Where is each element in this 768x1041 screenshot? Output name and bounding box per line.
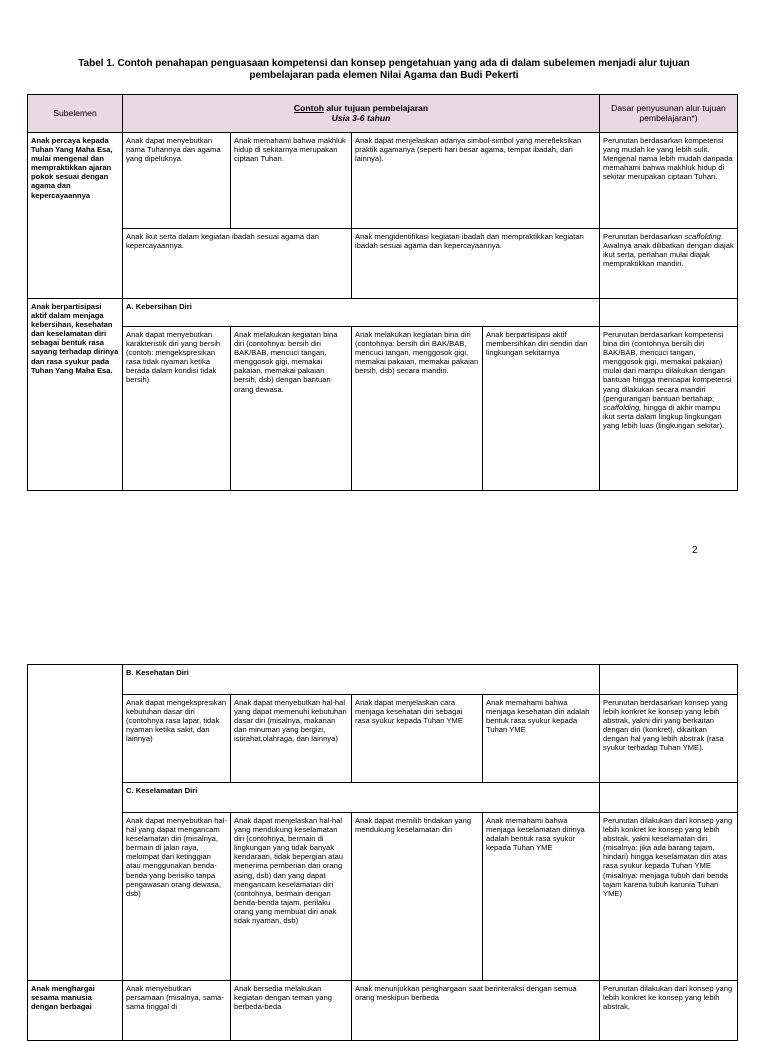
subelemen-percaya-tuhan: Anak percaya kepada Tuhan Yang Maha Esa, mulai mengenal dan mempraktikkan ajaran pokok sesuai dengan agama dan kepercayaannya	[28, 133, 123, 299]
subelemen-kebersihan-kesehatan: Anak berpartisipasi aktif dalam menjaga kebersihan, kesehatan dan keselamatan diri sebagai bentuk rasa sayang terhadap dirinya dan rasa syukur pada Tuhan Yang Maha Esa.	[28, 299, 123, 491]
dasar-cell: Perunutan dilakukan dari konsep yang lebih konkret ke konsep yang lebih abstrak, yakni keselamatan diri (misalnya: jika ada barang tajam, hindari) hingga keselamatan diri atas rasa syukur kepada Tuhan YME (misalnya: menjaga tubuh dari benda tajam karena tubuh karunia Tuhan YME)	[600, 813, 738, 981]
header-contoh-rest: alur tujuan pembelajaran	[323, 103, 429, 114]
alur-tujuan-table-page-1	[27, 94, 738, 491]
tujuan-cell: Anak memahami bahwa makhluk hidup di sekitarnya merupakan ciptaan Tuhan.	[231, 133, 352, 229]
dasar-text-em: scaffolding,	[603, 402, 642, 412]
caption-line-1: Tabel 1. Contoh penahapan penguasaan kompetensi dan konsep pengetahuan yang ada di dalam subelemen menjadi alur tujuan	[78, 58, 690, 69]
caption-line-2: pembelajaran pada elemen Nilai Agama dan Budi Pekerti	[249, 70, 519, 81]
tujuan-cell: Anak berpartisipasi aktif membersihkan diri sendiri dan lingkungan sekitarnya	[483, 327, 600, 491]
dasar-cell	[600, 229, 738, 299]
tujuan-cell: Anak melakukan kegiatan bina diri (contohnya: bersih diri BAK/BAB, mencuci tangan, menggosok gigi, memakai pakaian, memakai pakaian bersih, dsb) dengan bantuan orang dewasa.	[231, 327, 352, 491]
subelemen-menghargai-sesama: Anak menghargai sesama manusia dengan berbagai	[28, 981, 123, 1041]
tujuan-cell: Anak dapat menyebutkan nama Tuhannya dan agama yang dipeluknya.	[123, 133, 231, 229]
header-dasar: Dasar penyusunan alur tujuan pembelajaran*)	[600, 95, 738, 133]
tujuan-cell: Anak memahami bahwa menjaga kesehatan diri adalah bentuk rasa syukur kepada Tuhan YME	[483, 695, 600, 783]
dasar-text-post: . Awalnya anak dilibatkan dengan diajak ikut serta, perlahan mulai diajak mempraktikkan mandiri.	[603, 232, 734, 269]
section-kebersihan-diri: A. Kebersihan Diri	[123, 299, 600, 327]
dasar-text-pre: Perunutan berdasarkan	[603, 232, 685, 241]
tujuan-cell: Anak dapat memilih tindakan yang mendukung keselamatan diri	[352, 813, 483, 981]
tujuan-cell: Anak dapat menjelaskan cara menjaga kesehatan diri sebagai rasa syukur kepada Tuhan YME	[352, 695, 483, 783]
header-contoh-word: Contoh	[293, 103, 324, 114]
tujuan-cell: Anak menyebutkan persamaan (misalnya, sama-sama tinggal di	[123, 981, 231, 1041]
tujuan-cell: Anak mengidentifikasi kegiatan ibadah dan mempraktikkan kegiatan ibadah sesuai agama dan kepercayaannya.	[352, 229, 600, 299]
tujuan-cell: Anak bersedia melakukan kegiatan dengan teman yang berbeda-beda	[231, 981, 352, 1041]
tujuan-cell: Anak ikut serta dalam kegiatan ibadah sesuai agama dan kepercayaannya.	[123, 229, 352, 299]
dasar-cell: Perunutan berdasarkan kompetensi yang mudah ke yang lebih sulit. Mengenal nama lebih mudah daripada memahami bahwa makhluk hidup di sekitar merupakan ciptaan Tuhan.	[600, 133, 738, 229]
tujuan-cell: Anak memahami bahwa menjaga keselamatan dirinya adalah bentuk rasa syukur kepada Tuhan YME	[483, 813, 600, 981]
header-subelemen: Subelemen	[28, 95, 123, 133]
tujuan-cell: Anak dapat menyebutkan hal-hal yang dapat mengancam keselamatan diri (misalnya, bermain di jalan raya, melompat dari ketinggian atau menggunakan benda-benda yang berisiko tanpa pengawasan orang dewasa, dsb)	[123, 813, 231, 981]
tujuan-cell: Anak dapat mengekspresikan kebutuhan dasar diri (contohnya rasa lapar, tidak nyaman ketika sakit, dan lainnya)	[123, 695, 231, 783]
tujuan-cell: Anak dapat menjelaskan hal-hal yang mendukung keselamatan diri (contohnya, bermain di lingkungan yang tidak banyak kendaraan, tidak bepergian atau menerima pemberian dari orang asing, dsb) dan yang dapat mengancam keselamatan diri (contohnya, bermain dengan benda-benda tajam, perilaku orang yang membuat diri anak tidak nyaman, dsb)	[231, 813, 352, 981]
dasar-cell: Perunutan berdasarkan konsep yang lebih konkret ke konsep yang lebih abstrak, yakni diri yang berkaitan dengan diri (konkret), dikaitkan dengan hal yang lebih abstrak (rasa syukur terhadap Tuhan YME).	[600, 695, 738, 783]
tujuan-cell: Anak dapat menyebutkan hal-hal yang dapat memenuhi kebutuhan dasar diri (misalnya, makanan dan minuman yang bergizi, istirahat,olahraga, dan lainnya)	[231, 695, 352, 783]
header-contoh-alur	[123, 95, 600, 133]
tujuan-cell: Anak melakukan kegiatan bina diri (contohnya: bersih diri BAK/BAB, mencuci tangan, menggosok gigi, memakai pakaian, memakai pakaian bersih, dsb) secara mandiri.	[352, 327, 483, 491]
tujuan-cell: Anak dapat menyebutkan karakteristik diri yang bersih (contoh: mengekspresikan rasa tidak nyaman ketika berada dalam kondisi tidak bersih)	[123, 327, 231, 491]
page-number: 2	[692, 545, 698, 556]
tujuan-cell: Anak dapat menjelaskan adanya simbol-simbol yang merefleksikan praktik agamanya (seperti hari besar agama, tempat ibadah, dan lainnya).	[352, 133, 600, 229]
dasar-cell: Perunutan dilakukan dari konsep yang lebih konkret ke konsep yang lebih abstrak,	[600, 981, 738, 1041]
empty-cell	[600, 299, 738, 327]
section-keselamatan-diri: C. Keselamatan Diri	[123, 783, 600, 813]
dasar-text-em: scaffolding	[684, 232, 721, 241]
empty-cell	[600, 783, 738, 813]
tujuan-cell: Anak menunjukkan penghargaan saat berinteraksi dengan semua orang meskipun berbeda	[352, 981, 600, 1041]
subelemen-continued	[28, 665, 123, 981]
dasar-text-post: hingga di akhir mampu ikut serta dalam lingkup lingkungan yang lebih luas (lingkungan sekitar).	[603, 402, 725, 430]
table-caption	[60, 58, 708, 82]
section-kesehatan-diri: B. Kesehatan Diri	[123, 665, 600, 695]
header-usia: Usia 3-6 tahun	[331, 112, 391, 123]
alur-tujuan-table-page-2	[27, 664, 738, 1041]
empty-cell	[600, 665, 738, 695]
dasar-cell	[600, 327, 738, 491]
dasar-text-pre: Perunutan berdasarkan kompetensi bina diri (contohnya bersih diri BAK/BAB, mencuci tangan, menggosok gigi, memakai pakaian) mulai dari mampu dilakukan dengan bantuan hingga mencapai kompetensi yang dilakukan secara mandiri (pengurangan bantuan bertahap;	[603, 330, 732, 403]
